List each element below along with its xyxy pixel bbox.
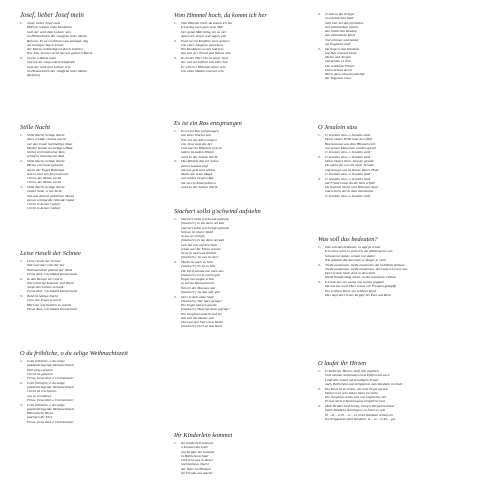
verse-number: 3. (20, 402, 23, 407)
verse (318, 12, 488, 46)
verse-text: Stacherl sollst g'schwind aufstehn (Stacherl:) Is ma denn net kalt Stacherl sollst g'schwind aufstehn Schnee ist übern Wald la ma no schlafn (Stacherl:) Is ma denn net kalt Geh mit mir auf den Stall schau was für Ehren kommt let ja so hell und lieblich (Stacherl:) Ja was ist des? (181, 217, 230, 260)
verse-number: 1. (20, 259, 23, 263)
verse-text: O seht in der Krippe im nächtlichen Stall Seht hier bei des Lichtleins hell glänzendem Strahl den lieblichen Knaben das himmlische Kind Viel schöner und holder als Engelein sind! (325, 12, 364, 46)
verse (20, 159, 170, 185)
song-title: Es ist ein Ros entsprungen (174, 120, 242, 127)
verse-text: Da liegt es das Kindlein auf Heu und auf Stroh Maria und Joseph betrachten es froh Die redlichen Hirten knien betend davor Hoch oben schwebt jubelnd der Engelein Chor (325, 46, 365, 81)
verse-number: 3. (318, 176, 321, 181)
verse-text: Josef, lieber Josef mein Hilf mir wiegen mein Kindelein Gott der wird dein Lohner sein im Himmelreich der Jungfrau Sohn Maria (27, 21, 87, 38)
verse (318, 177, 488, 198)
verse-number: 2. (318, 262, 321, 267)
verse-text: O du fröhliche, o du selige gnadenbringende Weihnachtszeit Himmlische Heere jauchzen dir Ehre Freue, freue dich o Christenheit! (27, 402, 74, 424)
refrain-note: (Refrain) (27, 73, 41, 77)
verse (174, 260, 314, 294)
verse (318, 404, 488, 421)
verse (318, 387, 488, 404)
verse (20, 359, 170, 380)
song-block (20, 124, 170, 211)
verse-number: 2. (20, 159, 23, 163)
song-title: Stachert sollst g'schwind aufstehn (174, 208, 261, 215)
verse (174, 295, 314, 329)
song-title: O laufet ihr Hirten (318, 360, 367, 367)
verse-number: 1. (174, 441, 177, 445)
verse (174, 441, 314, 475)
song-block (318, 236, 488, 297)
verse-text: Was soll das bedeuten, es tagt ja schon Ich weiss wohl es geht erst um Mitternacht rum Schaut nur daher, schaut nur daher Wie glänzen die Sternlein je länger je mehr (325, 245, 393, 262)
verse-text: Mein Bruder lauf hurtig, bring's Wiegelein daher Walls Kindlein dreinlegen, so friert es sehr Ei – ei – ei Ei – ei – ei, liebs Kindlein schlaf ein Ins Krippelein zieht Kindlein, ei – ei – ei Pu – pei (325, 404, 396, 421)
verse (174, 217, 314, 260)
verse-text: O Jesulein süss, o Jesulein mild mit Freud'n hast du die Welt erfüllt Du kommst herab vom Himmels Saal und tröst'st uns in dem Jammertal O Jesulein süss, o Jesulein mild (325, 176, 378, 198)
verse-number: 1. (174, 21, 177, 25)
verse-text: Ihr Kinderlein kommet o kommet doch all! Zur Krippe her kommet in Bethlehems Stall Und seht was in dieser hochheiligen Nacht der Vater im Himmel für Freude uns macht! (181, 441, 215, 475)
song-block (174, 432, 314, 475)
verse-number: 1. (318, 245, 321, 249)
verse (318, 369, 488, 386)
song-block (20, 350, 170, 424)
verse-text: Es ist der Herr Christ unser Gott der will euch führn aus aller Not Er will eu'r Heiland selber sein von allen Sünden machen rein (181, 56, 228, 73)
verse (174, 129, 314, 159)
verse-number: 2. (174, 159, 177, 164)
verse-number: 2. (20, 276, 23, 281)
verse-number: 2. (20, 56, 23, 60)
verse-text: Stille Nacht, heilige Nacht Alles schläft, einsam wacht nur das traute hochheilige Paar Holder Knabe im lockigen Haar Schlaf in himmlischer Ruh schlaf in himmlischer Ruh (27, 133, 73, 159)
song-block (20, 12, 170, 77)
verse (318, 245, 488, 262)
verse-text: O Jesulein süss, o Jesulein mild Deins Vaters Willn hast du erfüllt Bist kommen aus dem Himmelreich uns armen Menschen worden gleich O Jesulein süss, o Jesulein mild (325, 133, 377, 154)
verse-number: 3. (318, 12, 321, 16)
song-title: Stille Nacht (20, 124, 50, 131)
verse-number: 1. (20, 359, 23, 363)
verse-number: 1. (318, 133, 321, 137)
verse (318, 133, 488, 154)
song-block (20, 250, 170, 311)
verse-number: 3. (20, 294, 23, 298)
verse-number: 2. (174, 38, 177, 43)
verse-number: 2. (318, 386, 321, 391)
verse-text: O du fröhliche, o du selige gnadenbringende Weihnachtszeit Christ ist erschienen uns zu versühnen Freue, freue dich o Christenheit! (27, 380, 74, 402)
verse-number: 2. (318, 154, 321, 159)
song-block (318, 360, 488, 421)
verse (174, 39, 314, 56)
verse (20, 185, 170, 211)
verse-text: Gerne o Maria mein helf ich dir wiegen dein Kindelein Gott der wird sein Lohner sein im Himmelreich der Jungfrau Sohn Maria (27, 56, 87, 73)
verse-number: 3. (174, 294, 177, 299)
song-title: Leise rieselt der Schnee (20, 250, 81, 257)
verse-text: Vom Himmel hoch, da komm ich her Ich bring euch gute neue Mär Der guten Mär bring ich so viel davon ich sing'n und sagen will (181, 21, 233, 38)
verse-text: In den Herzen ist's warm still schweigt Kummer und Harm Sorge des Lebens verhallt Freue dich, Christkind kommt bald (27, 276, 77, 294)
verse-number: 3. (20, 185, 23, 189)
verse-text: Stille Nacht, heilige Nacht Hirten erst kund gemacht durch der Engel Halleluja tönt es laut von fern und nah: Christ, der Retter, ist da Christ, der Retter, ist da (27, 159, 69, 185)
verse-text: O Jesulein süss, o Jesulein mild Deins Vaters Zorn, hast du gestillt Du zahlst für uns all unser Schuld und bringst uns in deines Vaters Huld O Jesulein süss, o Jesulein mild (325, 154, 379, 176)
verse (20, 39, 170, 56)
verse (318, 47, 488, 81)
verse-text: Euch ist ein Kindlein heut' geborn von einer Jungfrau auserkorn Ein Kindelein so zart und fein das soll eu'r Freud und Wonne sein (181, 38, 231, 56)
song-block (318, 124, 488, 198)
verse (20, 294, 170, 311)
verse-number: 2. (20, 380, 23, 385)
verse-text: O du fröhliche, o du selige gnadenbringende Weihnachtszeit Welt ging verloren Christ ist geboren Freue, freue dich o Christenheit! (27, 359, 74, 380)
verse (20, 277, 170, 294)
verse (174, 21, 314, 38)
song-title: O du fröhliche, o du selige Weihnachtszeit (20, 350, 128, 357)
verse (20, 403, 170, 424)
verse (20, 21, 170, 38)
verse-text: Bald ist heilige Nacht Chor der Engel erwacht Hört nur wie lieblich es schallt Freue dich, Christkind kommt bald (27, 294, 77, 311)
verse-number (20, 39, 27, 56)
verse-text: Stille Nacht, heilige Nacht Gottes Sohn, o wie lacht lieb aus deinem göttlichen Mund da uns schlägt die rettende Stund Christ in deiner Geburt Christ in deiner Geburt (27, 185, 75, 211)
verse-number: 3. (174, 56, 177, 60)
song-block (174, 208, 314, 329)
verse (318, 155, 488, 176)
song-title: Ihr Kinderlein kommet (174, 432, 233, 439)
verse (20, 56, 170, 73)
verse-number: 2. (174, 260, 177, 264)
verse-text: Mackl ist auch so bein' (Stacherl:) Es ist so hell Die Pfeif nimma nur auch aus (Stacherl:) Ist ja schön gut! Engel hat eingen schon es sei ein Kind geboren Wenn's der Messias wär (Stacherl:) Ja, das wär gut! (181, 260, 224, 294)
song-title: Vom Himmel hoch, da komm ich her (174, 12, 267, 19)
song-block (318, 12, 488, 81)
verse-text: O laufet ihr Hirten, lauft alle zugleich Und nehmet Schalmeien und Pfeifen mit euch Lauft alle zumal mit freudigem Schall nach Bethlehem zum Krippelein zum Kindlein im Stall (325, 369, 402, 386)
verse-number: 3. (318, 46, 321, 51)
verse-number: 3. (318, 404, 321, 408)
verse (318, 280, 488, 297)
verse-text: Es ist ein Ros entsprungen aus einer Wurzel zart Wie uns die Alten sungen von Jesse kam die Art Und hat ein Blümlein bracht mitten im kalten Winter wohl zu der halben Nacht (181, 129, 222, 159)
verse-number: 3. (318, 280, 321, 284)
song-title: O Jesulein süss (318, 124, 358, 131)
verse-number: 1. (20, 133, 23, 137)
song-title: Was soll das bedeuten? (318, 236, 378, 243)
song-block (174, 120, 314, 189)
verse-number: 1. (174, 217, 177, 221)
verse-number: 1. (174, 129, 177, 133)
verse (318, 263, 488, 280)
verse-text: Ein Kind ist zu sehen, wie zum Engel sprach Dabei euch sein lieber Vater ist stehn Ein Jungfrau schön zart von englischer Art Es hat mich erbarmet ganz innigliche hart (325, 386, 388, 404)
verse-number: 1. (318, 369, 321, 373)
verse (20, 259, 170, 276)
verse-text: Dort in dem alten Stall (Stacherl:) Wer hat's gesagt? Ein Engel hab ich glaubt (Stacherl:) Hast ihn denn gefragt? Ein Jungfrau kniecht und ein das soll die Mutter sein Dort aus der Stern nun bleibt (Stacherl:) Dort ist das Kind (181, 294, 231, 329)
verse-text: Das Röslein das ich meine davon Jesaias sagt hat uns gebracht alleine Marie die reine Magd aus Gottes ew'gem Rat hat sie ein Kind geboren wohl zu der halben Nacht (181, 159, 219, 189)
verse (174, 159, 314, 189)
verse (20, 133, 170, 159)
song-block (174, 12, 314, 73)
verse-text: Ich hab nur ein wenig von weiten gugatzt Da hat mir mein Herz schon vor Freuden gehupfft Ein schönes Kind, ein schönes Kind Das liegt dort in der Krippe bei Esel und Rind (325, 280, 397, 297)
verse (174, 56, 314, 73)
song-title: Josef, lieber Josef mein (20, 12, 84, 19)
verse-number: 1. (20, 21, 23, 25)
verse-text: Treibt zusammen, treibt zusammen die Schäflein fürbass Treibt zusammen, treibt zusammen, dort zeig ich euch was Dort in dem Stall, dort in dem Stall Werdt Wunderding sehen, treibt zusammen einmal (325, 262, 408, 280)
verse-text: Leise rieselt der Schnee still und starr ruht der See Weihnachtlich glänzet der Wald Freue dich, Christkind kommt bald (27, 259, 77, 276)
verse (20, 381, 170, 402)
verse-text: Refrain: Er ist erschienen am heutigen Tag am heutigen Tag in Israel der Maria verkündigt ist durch Gabriel Eia, Eia, Jesum Christ hat uns geboren Maria (27, 38, 93, 56)
